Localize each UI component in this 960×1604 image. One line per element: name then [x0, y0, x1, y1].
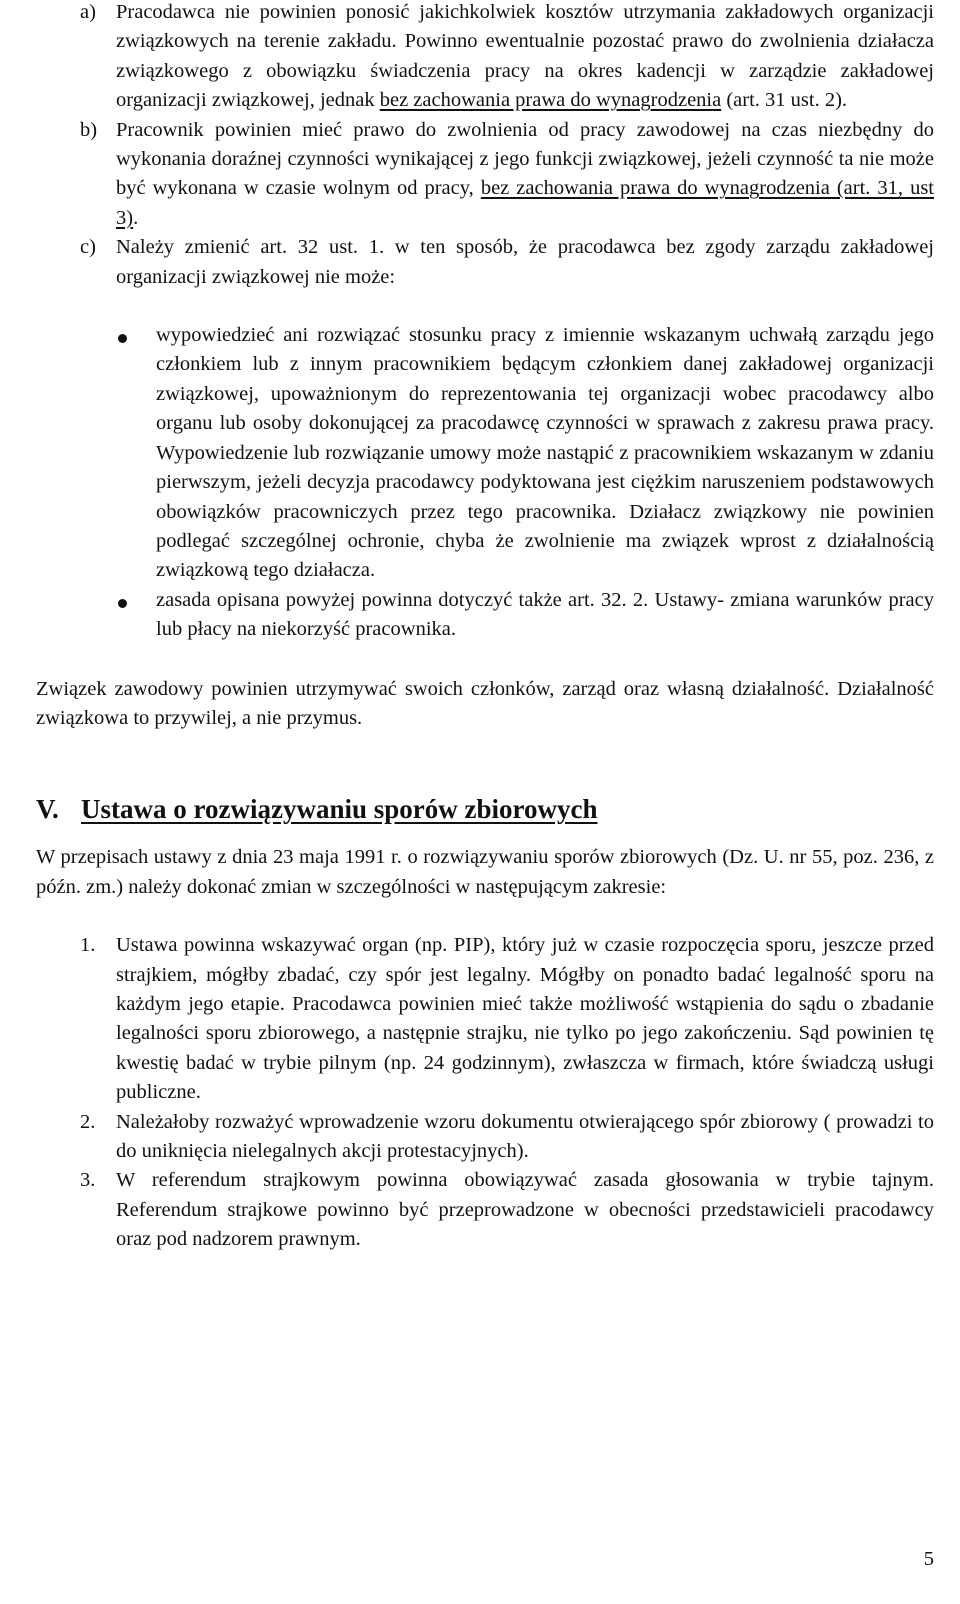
list-item-text: Pracownik powinien mieć prawo do zwolnienia od pracy zawodowej na czas niezbędny do wykonania doraźnej czynności wynikającej z jego funkcji związkowej, jeżeli czynność ta nie może być wykonana w czasie wolnym od pracy, bez zachowania prawa do wynagrodzenia (art. 31, ust 3).: [116, 118, 934, 229]
underlined-phrase: bez zachowania prawa do wynagrodzenia (art. 31, ust 3): [116, 177, 934, 229]
numbered-item-1: [36, 931, 934, 1107]
list-marker: 2.: [80, 1110, 96, 1133]
list-item-c: [36, 233, 934, 292]
list-marker: b): [80, 118, 98, 141]
document-page: [36, 0, 934, 1255]
underlined-phrase: bez zachowania prawa do wynagrodzenia: [379, 89, 722, 112]
numbered-item-text: Ustawa powinna wskazywać organ (np. PIP), który już w czasie rozpoczęcia sporu, jeszcze przed strajkiem, mógłby zbadać, czy spór jest legalny. Mógłby on ponadto badać legalność sporu na każdym jego etapie. Pracodawca powinien mieć także możliwość wstąpienia do sądu o zbadanie legalności sporu zbiorowego, a następnie strajku, nie tylko po jego zakończeniu. Sąd powinien tę kwestię badać w trybie pilnym (np. 24 godzinnym), zwłaszcza w firmach, które świadczą usługi publiczne.: [116, 934, 934, 1104]
list-marker: a): [80, 1, 96, 23]
bullet-dot-icon: [118, 334, 127, 343]
list-item-b: [36, 116, 934, 234]
list-marker: c): [80, 236, 96, 259]
list-item-text: Pracodawca nie powinien ponosić jakichkolwiek kosztów utrzymania zakładowych organizacji związkowych na terenie zakładu. Powinno ewentualnie pozostać prawo do zwolnienia działacza związkowego z obowiązku świadczenia pracy na okres kadencji w zarządzie zakładowej organizacji związkowej, jednak bez zachowania prawa do wynagrodzenia (art. 31 ust. 2).: [116, 1, 934, 112]
intro-paragraph: W przepisach ustawy z dnia 23 maja 1991 r. o rozwiązywaniu sporów zbiorowych (Dz. U. nr 55, poz. 236, z późn. zm.) należy dokonać zmian w szczególności w następującym zakresie:: [36, 846, 934, 898]
list-item-a: [36, 0, 934, 116]
bullet-item: [36, 321, 934, 586]
list-marker: 3.: [80, 1169, 96, 1192]
section-number: V.: [36, 794, 59, 825]
section-title: Ustawa o rozwiązywaniu sporów zbiorowych: [81, 794, 598, 825]
lettered-list: [36, 0, 934, 292]
closing-paragraph: Związek zawodowy powinien utrzymywać swoich członków, zarząd oraz własną działalność. Działalność związkowa to przywilej, a nie przymus.: [36, 677, 934, 729]
numbered-item-2: [36, 1108, 934, 1167]
numbered-item-text: Należałoby rozważyć wprowadzenie wzoru dokumentu otwierającego spór zbiorowy ( prowadzi to do uniknięcia nielegalnych akcji protestacyjnych).: [116, 1110, 934, 1162]
numbered-list: [36, 931, 934, 1254]
numbered-item-text: W referendum strajkowym powinna obowiązywać zasada głosowania w trybie tajnym. Referendum strajkowe powinno być przeprowadzone w obecności przedstawicieli pracodawcy oraz pod nadzorem prawnym.: [116, 1169, 934, 1251]
bullet-text: wypowiedzieć ani rozwiązać stosunku pracy z imiennie wskazanym uchwałą zarządu jego członkiem lub z innym pracownikiem będącym członkiem danej zakładowej organizacji związkowej, upoważnionym do reprezentowania tej organizacji wobec pracodawcy albo organu lub osoby dokonującej za pracodawcę czynności w sprawach z zakresu prawa pracy. Wypowiedzenie lub rozwiązanie umowy może nastąpić z pracownikiem wskazanym w zdaniu pierwszym, jeżeli decyzja pracodawcy podyktowana jest ciężkim naruszeniem podstawowych obowiązków pracowniczych przez tego pracownika. Działacz związkowy nie powinien podlegać szczególnej ochronie, chyba że zwolnienie ma związek wprost z działalnością związkową tego działacza.: [156, 324, 934, 582]
list-marker: 1.: [80, 934, 96, 957]
list-item-text: Należy zmienić art. 32 ust. 1. w ten sposób, że pracodawca bez zgody zarządu zakładowej organizacji związkowej nie może:: [116, 236, 934, 288]
bullet-dot-icon: [118, 599, 127, 608]
numbered-item-3: [36, 1166, 934, 1254]
bullet-text: zasada opisana powyżej powinna dotyczyć także art. 32. 2. Ustawy- zmiana warunków pracy lub płacy na niekorzyść pracownika.: [156, 588, 934, 641]
bullet-item: [36, 586, 934, 645]
page-number: 5: [923, 1548, 934, 1570]
bullet-list: [36, 321, 934, 644]
section-heading: [36, 791, 934, 827]
